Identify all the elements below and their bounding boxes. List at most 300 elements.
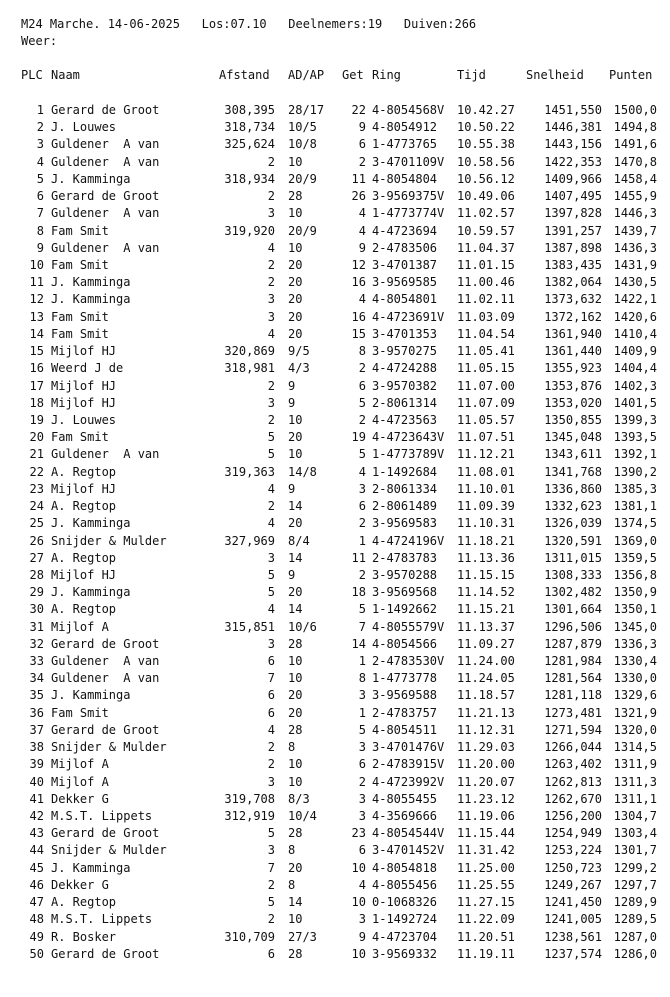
cell-speed: 1241,005	[544, 912, 602, 927]
cell-distance: 325,624	[224, 137, 275, 152]
table-row	[0, 395, 670, 412]
cell-ring-number: 1-1492684	[372, 464, 438, 479]
cell-distance: 2	[267, 757, 275, 772]
cell-arrival-time: 10.42.27	[457, 103, 515, 117]
cell-name: Gerard de Groot	[51, 103, 160, 117]
cell-points: 1431,9	[613, 257, 657, 272]
cell-name: Mijlof HJ	[51, 567, 117, 582]
cell-arrival-time: 11.07.51	[457, 430, 515, 445]
cell-speed: 1262,813	[544, 774, 602, 789]
table-row	[0, 412, 670, 429]
cell-place: 4	[36, 154, 44, 169]
cell-name: Gerard de Groot	[51, 826, 160, 841]
cell-pigeon-count: 1	[358, 533, 366, 548]
cell-distance: 4	[267, 481, 275, 496]
cell-ad-ap: 14/8	[288, 464, 317, 479]
cell-name: Weerd J de	[51, 361, 124, 376]
cell-name: Fam Smit	[51, 326, 109, 341]
cell-pigeon-count: 6	[358, 843, 366, 858]
cell-ring-number: 1-1492724	[372, 912, 438, 927]
cell-pigeon-count: 5	[358, 722, 366, 737]
cell-speed: 1238,561	[544, 929, 602, 944]
cell-ring-number: 3-9570288	[372, 567, 438, 582]
cell-arrival-time: 11.15.15	[457, 567, 515, 582]
cell-points: 1311,1	[613, 791, 657, 806]
cell-place: 41	[29, 791, 44, 806]
cell-speed: 1361,440	[544, 344, 602, 359]
cell-arrival-time: 11.10.31	[457, 516, 515, 531]
cell-ad-ap: 20	[288, 705, 303, 720]
cell-distance: 2	[267, 154, 275, 169]
cell-speed: 1387,898	[544, 240, 602, 255]
cell-arrival-time: 11.25.55	[457, 877, 515, 892]
cell-ring-number: 1-4773789V	[372, 447, 445, 462]
cell-ring-number: 4-4723563	[372, 412, 438, 427]
cell-name: R. Bosker	[51, 929, 117, 944]
cell-ring-number: 3-9569332	[372, 946, 438, 961]
cell-distance: 6	[267, 654, 275, 669]
cell-arrival-time: 10.56.12	[457, 171, 515, 186]
cell-points: 1500,0	[613, 103, 657, 117]
cell-name: A. Regtop	[51, 895, 117, 910]
table-row	[0, 481, 670, 498]
cell-distance: 315,851	[224, 619, 275, 634]
cell-speed: 1336,860	[544, 481, 602, 496]
cell-distance: 6	[267, 705, 275, 720]
cell-distance: 4	[267, 240, 275, 255]
cell-ring-number: 3-4701109V	[372, 154, 445, 169]
cell-points: 1470,8	[613, 154, 657, 169]
cell-ad-ap: 20	[288, 309, 303, 324]
table-row	[0, 687, 670, 704]
cell-pigeon-count: 6	[358, 757, 366, 772]
cell-pigeon-count: 4	[358, 292, 366, 307]
cell-ring-number: 3-9569588	[372, 688, 438, 703]
cell-ring-number: 2-4783506	[372, 240, 438, 255]
cell-points: 1430,5	[613, 275, 657, 290]
cell-pigeon-count: 22	[351, 103, 366, 117]
cell-arrival-time: 11.12.31	[457, 722, 515, 737]
table-row	[0, 877, 670, 894]
table-row	[0, 808, 670, 825]
cell-arrival-time: 11.22.09	[457, 912, 515, 927]
cell-speed: 1308,333	[544, 567, 602, 582]
cell-distance: 4	[267, 516, 275, 531]
cell-ad-ap: 27/3	[288, 929, 317, 944]
cell-speed: 1281,118	[544, 688, 602, 703]
table-row	[0, 102, 670, 119]
cell-ad-ap: 10	[288, 912, 303, 927]
cell-distance: 320,869	[224, 344, 275, 359]
cell-place: 30	[29, 602, 44, 617]
cell-ring-number: 1-4773774V	[372, 206, 445, 221]
cell-ad-ap: 10	[288, 774, 303, 789]
cell-pigeon-count: 3	[358, 809, 366, 824]
cell-ring-number: 2-4783757	[372, 705, 438, 720]
cell-ring-number: 4-8054511	[372, 722, 438, 737]
cell-distance: 3	[267, 292, 275, 307]
table-row	[0, 240, 670, 257]
cell-arrival-time: 11.01.15	[457, 257, 515, 272]
cell-place: 48	[29, 912, 44, 927]
cell-ad-ap: 14	[288, 499, 303, 514]
cell-points: 1320,0	[613, 722, 657, 737]
cell-distance: 3	[267, 843, 275, 858]
cell-points: 1491,6	[613, 137, 657, 152]
cell-ad-ap: 9	[288, 395, 296, 410]
cell-ad-ap: 14	[288, 550, 303, 565]
cell-speed: 1263,402	[544, 757, 602, 772]
table-row	[0, 619, 670, 636]
cell-place: 24	[29, 499, 44, 514]
cell-pigeon-count: 10	[351, 860, 366, 875]
cell-points: 1393,5	[613, 430, 657, 445]
cell-pigeon-count: 19	[351, 430, 366, 445]
cell-distance: 319,708	[224, 791, 275, 806]
cell-pigeon-count: 12	[351, 257, 366, 272]
cell-ring-number: 2-4783530V	[372, 654, 445, 669]
cell-arrival-time: 11.19.06	[457, 809, 515, 824]
cell-distance: 5	[267, 585, 275, 600]
cell-pigeon-count: 6	[358, 378, 366, 393]
cell-speed: 1287,879	[544, 636, 602, 651]
cell-arrival-time: 11.02.11	[457, 292, 515, 307]
cell-ad-ap: 20	[288, 860, 303, 875]
cell-points: 1289,5	[613, 912, 657, 927]
cell-points: 1374,5	[613, 516, 657, 531]
cell-place: 39	[29, 757, 44, 772]
cell-speed: 1372,162	[544, 309, 602, 324]
cell-name: J. Louwes	[51, 120, 117, 135]
cell-points: 1311,3	[613, 774, 657, 789]
cell-place: 42	[29, 809, 44, 824]
cell-name: Guldener A van	[51, 206, 160, 221]
cell-ring-number: 4-4724288	[372, 361, 438, 376]
cell-points: 1401,5	[613, 395, 657, 410]
cell-place: 11	[29, 275, 44, 290]
cell-ad-ap: 10	[288, 654, 303, 669]
cell-distance: 3	[267, 636, 275, 651]
cell-ad-ap: 10	[288, 447, 303, 462]
cell-points: 1301,7	[613, 843, 657, 858]
cell-arrival-time: 11.02.57	[457, 206, 515, 221]
race-header: M24 Marche. 14-06-2025 Los:07.10 Deelnemers:19 Duiven:266	[21, 17, 477, 31]
cell-arrival-time: 11.19.11	[457, 946, 515, 961]
cell-arrival-time: 11.15.44	[457, 826, 515, 841]
cell-place: 47	[29, 895, 44, 910]
table-row	[0, 756, 670, 773]
cell-pigeon-count: 8	[358, 344, 366, 359]
cell-ad-ap: 8/3	[288, 791, 310, 806]
cell-name: Fam Smit	[51, 705, 109, 720]
cell-pigeon-count: 5	[358, 447, 366, 462]
cell-arrival-time: 11.00.46	[457, 275, 515, 290]
cell-name: Fam Smit	[51, 257, 109, 272]
cell-ad-ap: 20/9	[288, 171, 317, 186]
cell-place: 44	[29, 843, 44, 858]
cell-speed: 1383,435	[544, 257, 602, 272]
cell-name: Fam Smit	[51, 223, 109, 238]
table-row	[0, 791, 670, 808]
cell-distance: 318,981	[224, 361, 275, 376]
table-row	[0, 360, 670, 377]
cell-arrival-time: 10.59.57	[457, 223, 515, 238]
cell-points: 1299,2	[613, 860, 657, 875]
cell-ring-number: 3-4701452V	[372, 843, 445, 858]
cell-speed: 1281,564	[544, 671, 602, 686]
cell-distance: 318,934	[224, 171, 275, 186]
cell-place: 16	[29, 361, 44, 376]
cell-pigeon-count: 11	[351, 171, 366, 186]
cell-ring-number: 3-9570382	[372, 378, 438, 393]
cell-distance: 2	[267, 378, 275, 393]
cell-pigeon-count: 5	[358, 395, 366, 410]
cell-speed: 1355,923	[544, 361, 602, 376]
cell-arrival-time: 11.24.00	[457, 654, 515, 669]
weather-line: Weer:	[21, 34, 58, 48]
cell-points: 1404,4	[613, 361, 657, 376]
table-row	[0, 464, 670, 481]
cell-pigeon-count: 6	[358, 499, 366, 514]
cell-ring-number: 2-4783783	[372, 550, 438, 565]
cell-distance: 327,969	[224, 533, 275, 548]
cell-distance: 3	[267, 309, 275, 324]
cell-name: J. Kamminga	[51, 275, 131, 290]
cell-ad-ap: 20	[288, 326, 303, 341]
table-row	[0, 429, 670, 446]
cell-name: Mijlof HJ	[51, 395, 117, 410]
cell-speed: 1256,200	[544, 809, 602, 824]
cell-name: Mijlof HJ	[51, 481, 117, 496]
cell-points: 1356,8	[613, 567, 657, 582]
cell-distance: 5	[267, 430, 275, 445]
cell-speed: 1382,064	[544, 275, 602, 290]
cell-arrival-time: 11.10.01	[457, 481, 515, 496]
cell-points: 1345,0	[613, 619, 657, 634]
cell-ring-number: 3-4701476V	[372, 740, 445, 755]
cell-name: M.S.T. Lippets	[51, 809, 153, 824]
cell-ad-ap: 10	[288, 240, 303, 255]
cell-name: Fam Smit	[51, 309, 109, 324]
cell-speed: 1332,623	[544, 499, 602, 514]
cell-pigeon-count: 3	[358, 740, 366, 755]
cell-distance: 2	[267, 877, 275, 892]
cell-place: 5	[36, 171, 44, 186]
cell-ad-ap: 8/4	[288, 533, 310, 548]
cell-pigeon-count: 2	[358, 516, 366, 531]
cell-ad-ap: 20	[288, 292, 303, 307]
cell-name: J. Kamminga	[51, 171, 131, 186]
table-row	[0, 825, 670, 842]
cell-distance: 308,395	[224, 103, 275, 117]
cell-arrival-time: 11.24.05	[457, 671, 515, 686]
cell-pigeon-count: 4	[358, 464, 366, 479]
cell-points: 1350,9	[613, 585, 657, 600]
cell-speed: 1343,611	[544, 447, 602, 462]
cell-arrival-time: 11.18.21	[457, 533, 515, 548]
cell-distance: 4	[267, 722, 275, 737]
cell-pigeon-count: 9	[358, 120, 366, 135]
cell-ad-ap: 28	[288, 826, 303, 841]
cell-speed: 1249,267	[544, 877, 602, 892]
cell-speed: 1345,048	[544, 430, 602, 445]
cell-ad-ap: 10	[288, 154, 303, 169]
cell-pigeon-count: 3	[358, 791, 366, 806]
cell-place: 46	[29, 877, 44, 892]
cell-arrival-time: 11.13.36	[457, 550, 515, 565]
cell-pigeon-count: 10	[351, 946, 366, 961]
cell-speed: 1353,876	[544, 378, 602, 393]
cell-ring-number: 3-9569583	[372, 516, 438, 531]
cell-ad-ap: 28	[288, 636, 303, 651]
cell-arrival-time: 11.14.52	[457, 585, 515, 600]
cell-pigeon-count: 7	[358, 619, 366, 634]
cell-speed: 1311,015	[544, 550, 602, 565]
table-row	[0, 550, 670, 567]
cell-speed: 1266,044	[544, 740, 602, 755]
cell-distance: 2	[267, 412, 275, 427]
cell-ring-number: 1-4773778	[372, 671, 438, 686]
cell-ring-number: 3-9569568	[372, 585, 438, 600]
table-row	[0, 378, 670, 395]
cell-ring-number: 4-4723694	[372, 223, 438, 238]
cell-pigeon-count: 16	[351, 309, 366, 324]
table-row	[0, 446, 670, 463]
cell-points: 1286,0	[613, 946, 657, 961]
cell-points: 1436,3	[613, 240, 657, 255]
cell-ring-number: 0-1068326	[372, 895, 438, 910]
cell-place: 2	[36, 120, 44, 135]
cell-ring-number: 4-8055579V	[372, 619, 445, 634]
cell-name: Mijlof A	[51, 757, 109, 772]
cell-ring-number: 3-9569585	[372, 275, 438, 290]
table-row	[0, 154, 670, 171]
cell-place: 45	[29, 860, 44, 875]
cell-name: A. Regtop	[51, 499, 117, 514]
cell-ad-ap: 8	[288, 740, 296, 755]
table-row	[0, 567, 670, 584]
cell-points: 1458,4	[613, 171, 657, 186]
cell-pigeon-count: 23	[351, 826, 366, 841]
cell-place: 15	[29, 344, 44, 359]
cell-place: 20	[29, 430, 44, 445]
cell-place: 40	[29, 774, 44, 789]
cell-name: J. Kamminga	[51, 292, 131, 307]
cell-speed: 1237,574	[544, 946, 602, 961]
cell-name: Fam Smit	[51, 430, 109, 445]
cell-arrival-time: 11.09.39	[457, 499, 515, 514]
cell-place: 49	[29, 929, 44, 944]
cell-speed: 1451,550	[544, 103, 602, 117]
cell-place: 33	[29, 654, 44, 669]
table-row	[0, 223, 670, 240]
cell-points: 1289,9	[613, 895, 657, 910]
cell-ad-ap: 10	[288, 412, 303, 427]
cell-arrival-time: 11.29.03	[457, 740, 515, 755]
cell-arrival-time: 11.20.07	[457, 774, 515, 789]
cell-distance: 3	[267, 395, 275, 410]
cell-place: 38	[29, 740, 44, 755]
table-row	[0, 911, 670, 928]
cell-arrival-time: 11.27.15	[457, 895, 515, 910]
cell-speed: 1302,482	[544, 585, 602, 600]
cell-place: 50	[29, 946, 44, 961]
cell-distance: 2	[267, 189, 275, 204]
cell-ad-ap: 20	[288, 585, 303, 600]
cell-place: 14	[29, 326, 44, 341]
cell-name: Snijder & Mulder	[51, 533, 167, 548]
table-row	[0, 309, 670, 326]
cell-place: 7	[36, 206, 44, 221]
cell-name: J. Kamminga	[51, 860, 131, 875]
cell-name: J. Kamminga	[51, 688, 131, 703]
cell-pigeon-count: 14	[351, 636, 366, 651]
table-row	[0, 326, 670, 343]
cell-pigeon-count: 16	[351, 275, 366, 290]
column-headers	[0, 67, 670, 84]
cell-distance: 2	[267, 912, 275, 927]
cell-name: Snijder & Mulder	[51, 740, 167, 755]
cell-distance: 6	[267, 946, 275, 961]
table-row	[0, 705, 670, 722]
table-row	[0, 946, 670, 963]
cell-speed: 1353,020	[544, 395, 602, 410]
cell-arrival-time: 10.58.56	[457, 154, 515, 169]
cell-pigeon-count: 9	[358, 240, 366, 255]
cell-name: Guldener A van	[51, 154, 160, 169]
cell-points: 1410,4	[613, 326, 657, 341]
cell-pigeon-count: 1	[358, 654, 366, 669]
cell-points: 1402,3	[613, 378, 657, 393]
cell-ring-number: 4-8054801	[372, 292, 438, 307]
cell-ad-ap: 14	[288, 602, 303, 617]
cell-name: Guldener A van	[51, 671, 160, 686]
cell-place: 8	[36, 223, 44, 238]
table-row	[0, 860, 670, 877]
cell-name: Guldener A van	[51, 654, 160, 669]
table-row	[0, 894, 670, 911]
cell-arrival-time: 11.23.12	[457, 791, 515, 806]
cell-name: Gerard de Groot	[51, 946, 160, 961]
cell-points: 1381,1	[613, 499, 657, 514]
cell-arrival-time: 11.20.00	[457, 757, 515, 772]
cell-ring-number: 1-4773765	[372, 137, 438, 152]
cell-ad-ap: 10/5	[288, 120, 317, 135]
cell-name: A. Regtop	[51, 464, 117, 479]
cell-arrival-time: 11.05.15	[457, 361, 515, 376]
cell-ring-number: 4-8055456	[372, 877, 438, 892]
cell-ad-ap: 28	[288, 722, 303, 737]
table-row	[0, 171, 670, 188]
cell-ad-ap: 28/17	[288, 103, 325, 117]
cell-points: 1297,7	[613, 877, 657, 892]
table-row	[0, 533, 670, 550]
cell-distance: 2	[267, 740, 275, 755]
cell-distance: 3	[267, 774, 275, 789]
cell-name: Dekker G	[51, 791, 109, 806]
cell-points: 1409,9	[613, 344, 657, 359]
cell-speed: 1407,495	[544, 189, 602, 204]
cell-place: 25	[29, 516, 44, 531]
cell-distance: 7	[267, 860, 275, 875]
cell-name: Mijlof A	[51, 619, 109, 634]
cell-arrival-time: 11.31.42	[457, 843, 515, 858]
cell-speed: 1296,506	[544, 619, 602, 634]
cell-ad-ap: 14	[288, 895, 303, 910]
cell-ad-ap: 28	[288, 946, 303, 961]
cell-distance: 6	[267, 688, 275, 703]
cell-ad-ap: 20	[288, 430, 303, 445]
